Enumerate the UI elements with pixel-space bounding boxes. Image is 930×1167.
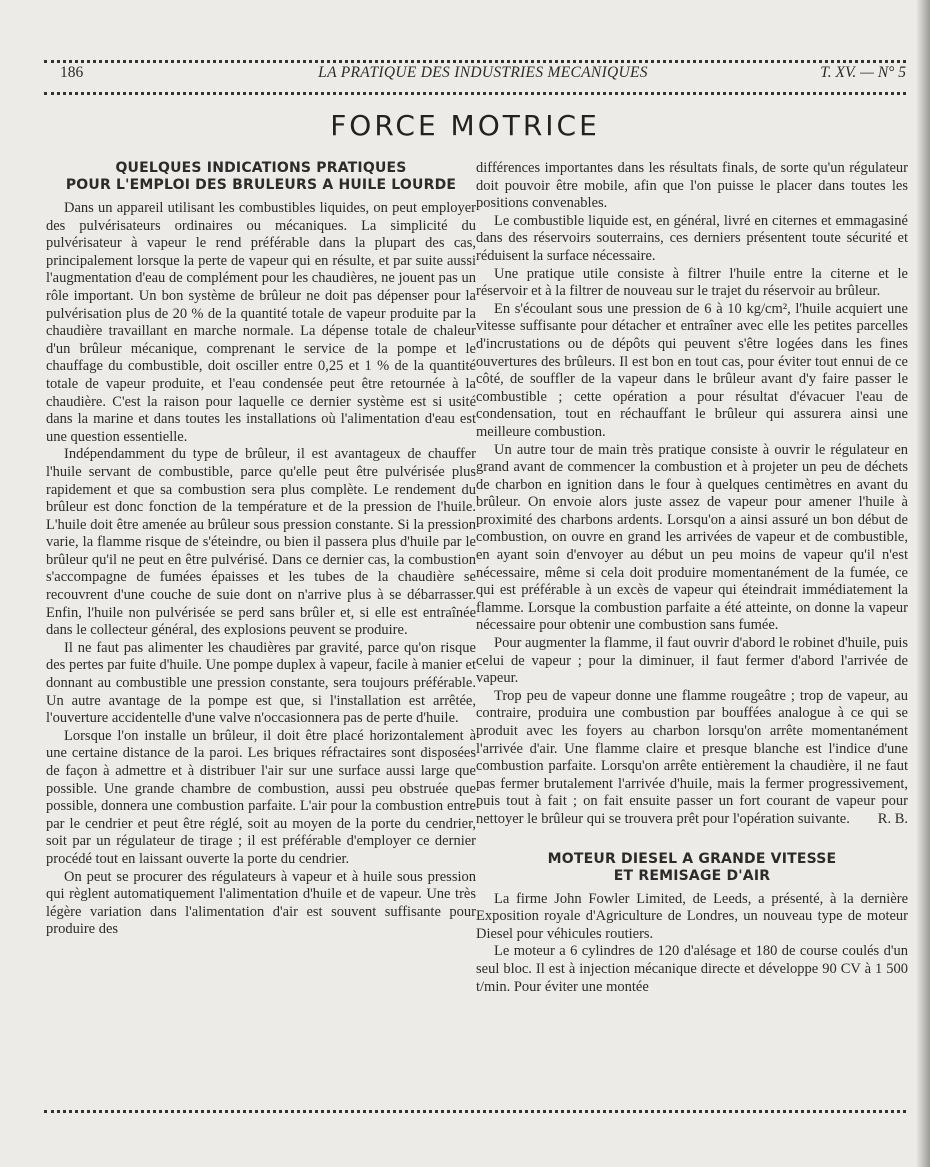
header-dotted-rule — [44, 92, 906, 95]
left-column — [46, 160, 476, 939]
article2-title — [476, 851, 908, 885]
page-number: 186 — [60, 64, 84, 81]
right-paragraph: différences importantes dans les résultats finals, de sorte qu'un régulateur doit pouvoir être mobile, afin que l'on puisse le placer dans toutes les positions convenables. — [476, 160, 908, 212]
section-title: FORCE MOTRICE — [330, 109, 600, 142]
article2-title-line1: MOTEUR DIESEL A GRANDE VITESSE — [547, 850, 837, 867]
top-dotted-rule — [44, 60, 906, 63]
right-column — [476, 160, 908, 996]
right-paragraph: Le combustible liquide est, en général, livré en citernes et emmagasiné dans des réservoirs souterrains, ces derniers présentent toute sécurité et réduisent la surface nécessaire. — [476, 212, 908, 264]
right-paragraph: Pour augmenter la flamme, il faut ouvrir d'abord le robinet d'huile, puis celui de vapeur ; pour la diminuer, il faut fermer d'abord l'arrivée de vapeur. — [476, 635, 908, 687]
journal-title: LA PRATIQUE DES INDUSTRIES MECANIQUES — [318, 64, 648, 81]
right-paragraph — [476, 688, 908, 829]
right-paragraph: En s'écoulant sous une pression de 6 à 10 kg/cm², l'huile acquiert une vitesse suffisante pour détacher et entraîner avec elle les petites parcelles d'incrustations ou de dépôts qui peuvent s'être logées dans les fines ouvertures des brûleurs. Il est bon en tout cas, pour éviter tout ennui de ce côté, de souffler de la vapeur dans le brûleur avant d'y faire passer le combustible ; cette opération a pour résultat d'évacuer l'eau de condensation, tout en réchauffant le brûleur qui assurera ainsi une meilleure combustion. — [476, 300, 908, 440]
left-paragraph: Dans un appareil utilisant les combustibles liquides, on peut employer des pulvérisateurs ordinaires ou mécaniques. La simplicité du pulvérisateur à vapeur le rend préférable dans la plupart des cas, principalement lorsque la perte de vapeur qui en résulte, et par suite aussi l'augmentation d'eau de complément pour les chaudières, ne jouent pas un rôle important. Un bon système de brûleur ne doit pas dépenser pour la pulvérisation plus de 20 % de la quantité totale de vapeur produite par la chaudière travaillant en marche normale. La dépense totale de chaleur d'un brûleur mécanique, comprenant le service de la pompe et le chauffage du combustible, doit osciller entre 0,25 et 1 % de la quantité totale de vapeur produite, et l'eau condensée peut être retournée à la chaudière. C'est la raison pour laquelle ce dernier système est si usité dans la marine et dans toutes les installations où l'alimentation d'eau est une question essentielle. — [46, 200, 476, 445]
signature: R. B. — [877, 810, 908, 827]
article2-title-line2: ET REMISAGE D'AIR — [613, 867, 771, 884]
bottom-dotted-rule — [44, 1110, 906, 1113]
article2-paragraph: Le moteur a 6 cylindres de 120 d'alésage et 180 de course coulés d'un seul bloc. Il est à injection mécanique directe et développe 90 CV à 1 500 t/min. Pour éviter une montée — [476, 943, 908, 995]
article1-title-line2: POUR L'EMPLOI DES BRULEURS A HUILE LOURDE — [65, 177, 457, 193]
right-paragraph-text: Trop peu de vapeur donne une flamme rougeâtre ; trop de vapeur, au contraire, produira une combustion par bouffées analogue à ce qui se produit avec les foyers au charbon lorsqu'on arrête momentanément l'arrivée d'air. Une flamme claire et presque blanche est l'indice d'une combustion parfaite. Lorsqu'on arrête entièrement la chaudière, il ne faut pas fermer brutalement l'arrivée d'huile, mais la fermer progressivement, puis tout à fait ; on fait ensuite passer un fort courant de vapeur pour nettoyer le brûleur qui se trouvera prêt pour l'opération suivante. — [476, 687, 908, 827]
left-paragraph: Indépendamment du type de brûleur, il est avantageux de chauffer l'huile servant de combustible, parce qu'elle peut être pulvérisée plus rapidement et que sa combustion sera plus complète. Le rendement du brûleur est donc fonction de la température et de la pression de l'huile. L'huile doit être amenée au brûleur sous pression constante. Si la pression varie, la flamme risque de s'éteindre, ou bien il passera plus d'huile par le brûleur qu'il ne peut en être pulvérisé. Dans ce dernier cas, la combustion s'accompagne de fumées épaisses et les tubes de la chaudière se recouvrent d'une couche de suie dont on n'arrive plus à se débarrasser. Enfin, l'huile non pulvérisée se perd sans brûler et, si elle est entraînée dans le collecteur général, des explosions peuvent se produire. — [46, 446, 476, 639]
issue-number: T. XV. — N° 5 — [820, 64, 906, 81]
article1-title — [46, 160, 476, 194]
right-paragraph: Un autre tour de main très pratique consiste à ouvrir le régulateur en grand avant de commencer la combustion et à projeter un peu de déchets de charbon en ignition dans le four à quelques centimètres en avant du brûleur. On envoie alors juste assez de vapeur pour amener l'huile à proximité des charbons ardents. Lorsqu'on a ainsi assuré un bon début de combustion, on ouvre en grand les arrivées de vapeur et de combustible, en ayant soin d'envoyer au début un peu moins de vapeur qu'il n'est nécessaire, même si cela doit produire momentanément de la fumée, ce qui est préférable à un excès de vapeur qui éteindrait immédiatement la flamme. Lorsque la combustion parfaite a été atteinte, on donne la vapeur nécessaire pour obtenir une combustion sans fumée. — [476, 441, 908, 634]
right-paragraph: Une pratique utile consiste à filtrer l'huile entre la citerne et le réservoir et à la filtrer de nouveau sur le trajet du réservoir au brûleur. — [476, 265, 908, 300]
running-head — [60, 64, 906, 86]
article2-paragraph: La firme John Fowler Limited, de Leeds, a présenté, à la dernière Exposition royale d'Agriculture de Londres, un nouveau type de moteur Diesel pour véhicules routiers. — [476, 890, 908, 942]
left-paragraph: Il ne faut pas alimenter les chaudières par gravité, parce qu'on risque des pertes par fuite d'huile. Une pompe duplex à vapeur, facile à manier et donnant au combustible une pression constante, sera toujours préférable. Un autre avantage de la pompe est que, si l'installation est arrêtée, l'ouverture accidentelle d'une valve n'occasionnera pas de perte d'huile. — [46, 639, 477, 727]
left-paragraph: Lorsque l'on installe un brûleur, il doit être placé horizontalement à une certaine distance de la paroi. Les briques réfractaires sont disposées de façon à admettre et à distribuer l'air sur une surface aussi large que possible. Une grande chambre de combustion, aussi peu obstruée que possible, donnera une combustion parfaite. L'air pour la combustion entre par le cendrier et peut être réglé, soit au moyen de la porte du cendrier, soit par un régulateur de tirage ; il est préférable d'employer ce dernier procédé tout en laissant ouverte la porte du cendrier. — [46, 727, 476, 867]
article1-title-line1: QUELQUES INDICATIONS PRATIQUES — [115, 160, 407, 176]
left-paragraph: On peut se procurer des régulateurs à vapeur et à huile sous pression qui règlent automatiquement l'alimentation d'huile et de vapeur. Une très légère variation dans l'alimentation d'air est souvent suffisante pour produire des — [46, 868, 476, 938]
page-edge-shadow — [916, 0, 930, 1167]
